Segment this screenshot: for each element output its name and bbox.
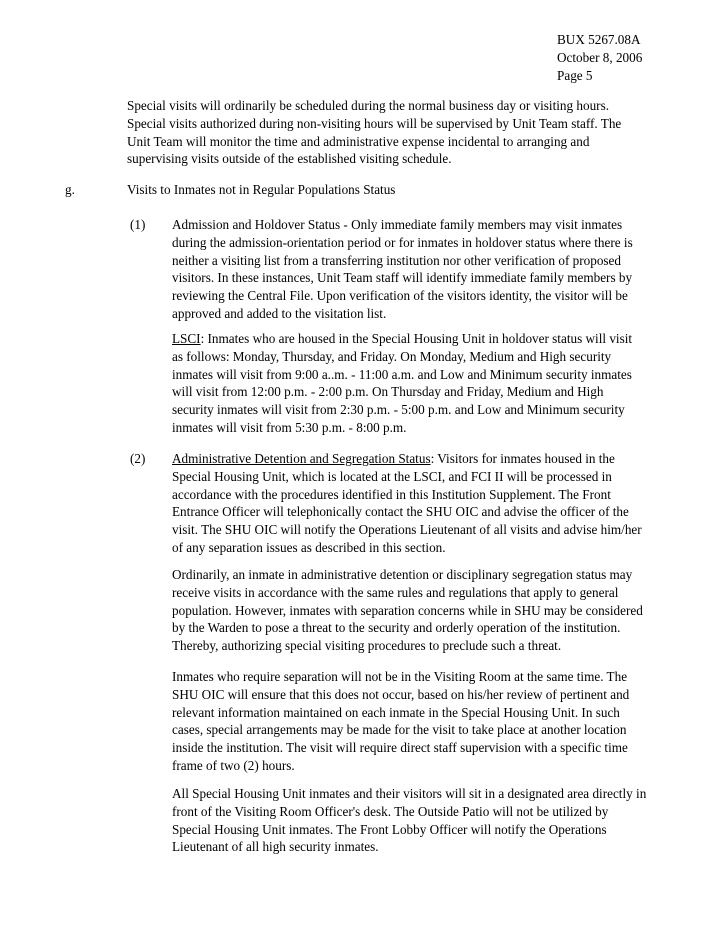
intro-paragraph: [127, 97, 621, 168]
lsci-text: : Inmates who are housed in the Special Housing Unit in holdover status will visit: [200, 331, 633, 346]
text-line: [172, 330, 632, 348]
text-line: as follows: Monday, Thursday, and Friday. On Monday, Medium and High security: [172, 348, 612, 364]
item2-title-text: : Visitors for inmates housed in the: [430, 451, 615, 466]
text-line: by the Warden to pose a threat to the security and orderly operation of the institution.: [172, 620, 621, 636]
text-line: accordance with the procedures identified in this Institution Supplement. The Front: [172, 486, 611, 502]
text-line: inmates will visit from 9:00 a..m. - 11:00 a.m. and Low and Minimum security inmates: [172, 366, 632, 382]
item2-title: Administrative Detention and Segregation Status: [172, 451, 431, 466]
text-line: will visit from 12:00 p.m. - 2:00 p.m. On Thursday and Friday, Medium and High: [172, 384, 604, 400]
text-line: Special Housing Unit inmates. The Front Lobby Officer will notify the Operations: [172, 821, 607, 837]
document-header: [557, 31, 642, 84]
text-line: population. However, inmates with separation concerns while in SHU may be considered: [172, 602, 643, 618]
text-line: Ordinarily, an inmate in administrative detention or disciplinary segregation status may: [172, 567, 633, 582]
item2-paragraph-separation: [172, 668, 629, 775]
text-line: neither a visiting list from a transferring institution nor other verification of proposed: [172, 252, 621, 268]
text-line: Special visits will ordinarily be scheduled during the normal business day or visiting hours.: [127, 98, 610, 113]
text-line: inmates will visit from 5:30 p.m. - 8:00 p.m.: [172, 419, 407, 435]
text-line: approved and added to the visitation list.: [172, 305, 387, 321]
text-line: Unit Team will monitor the time and administrative expense incidental to arranging and: [127, 133, 590, 149]
text-line: relevant information maintained on each inmate in the Special Housing Unit. In such: [172, 704, 620, 720]
text-line: during the admission-orientation period or for inmates in holdover status where there is: [172, 234, 633, 250]
item1-paragraph-admission: [172, 216, 633, 323]
section-label: g.: [65, 182, 75, 197]
section-title: Visits to Inmates not in Regular Populations Status: [127, 182, 396, 197]
text-line: Admission and Holdover Status - Only immediate family members may visit inmates: [172, 217, 623, 232]
text-line: Thereby, authorizing special visiting procedures to preclude such a threat.: [172, 638, 562, 654]
item2-paragraph-seating: [172, 785, 646, 856]
text-line: receive visits in accordance with the same rules and regulations that apply to general: [172, 584, 619, 600]
item2-paragraph-detention: [172, 450, 642, 557]
text-line: of any separation issues as described in this section.: [172, 539, 446, 555]
text-line: front of the Visiting Room Officer's desk. The Outside Patio will not be utilized by: [172, 803, 609, 819]
text-line: Special visits authorized during non-visiting hours will be supervised by Unit Team staff. The: [127, 115, 622, 131]
text-line: Special Housing Unit, which is located at the LSCI, and FCI II will be processed in: [172, 468, 612, 484]
item1-paragraph-lsci: [172, 330, 632, 437]
text-line: visit. The SHU OIC will notify the Operations Lieutenant of all visits and advise him/her: [172, 522, 642, 538]
text-line: Lieutenant of all high security inmates.: [172, 839, 379, 855]
text-line: supervising visits outside of the established visiting schedule.: [127, 151, 452, 167]
text-line: reviewing the Central File. Upon verification of the visitors identity, the visitor will be: [172, 288, 628, 304]
lsci-label: LSCI: [172, 331, 201, 346]
text-line: SHU OIC will ensure that this does not occur, based on his/her review of pertinent and: [172, 686, 630, 702]
text-line: frame of two (2) hours.: [172, 757, 295, 773]
text-line: Entrance Officer will telephonically contact the SHU OIC and advise the officer of the: [172, 504, 629, 520]
text-line: cases, special arrangements may be made for the visit to take place at another location: [172, 722, 627, 738]
document-number: BUX 5267.08A: [557, 32, 641, 47]
text-line: [172, 450, 642, 468]
text-line: All Special Housing Unit inmates and their visitors will sit in a designated area directly in: [172, 786, 647, 801]
document-date: October 8, 2006: [557, 49, 643, 65]
item2-paragraph-ordinarily: [172, 566, 643, 655]
page-number: Page 5: [557, 67, 593, 83]
text-line: Inmates who require separation will not be in the Visiting Room at the same time. The: [172, 669, 628, 684]
text-line: inside the institution. The visit will require direct staff supervision with a specific time: [172, 740, 628, 756]
item-number: (2): [130, 451, 146, 466]
text-line: security inmates will visit from 2:30 p.m. - 5:00 p.m. and Low and Minimum security: [172, 402, 625, 418]
item-number: (1): [130, 217, 146, 232]
text-line: visitors. In these instances, Unit Team staff will identify immediate family members by: [172, 270, 633, 286]
